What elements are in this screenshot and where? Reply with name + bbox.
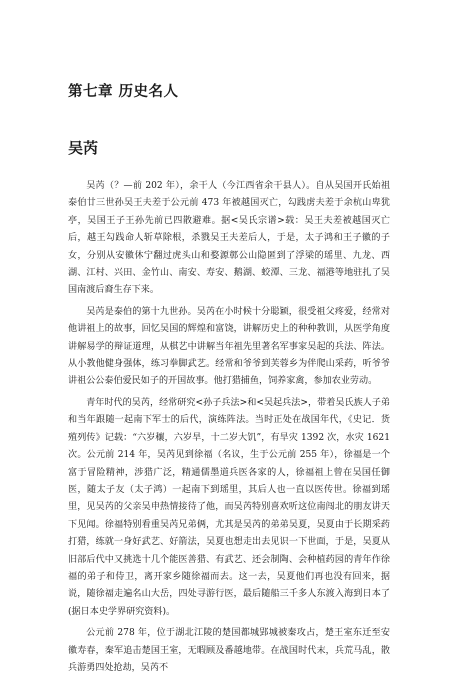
- paragraph: 青年时代的吴芮，经常研究<孙子兵法>和<吴起兵法>，带着吴氏族人子弟和当年跟随一起南下军士的后代，演练阵法。当时正处在战国年代，《史记．货殖列传》记载：“六岁穰，六岁旱，十二岁大饥”，有旱灾 1392 次，水灾 1621 次。公元前 214 年，吴芮见到徐福（名议，生于公元前 255 年），徐福是一个富于冒险精神，涉猎广泛，精通儒墨道兵医各家的人，徐福祖上曾在吴国任御医，随太子友（太子鸿）一起南下到瑶里，其后人也一直以医传世。徐福到瑶里，见吴芮的父亲吴申热情接待了他，而吴芮特别喜欢听这位南闯北的朋友讲天下见闻。徐福特别看重吴芮兄弟俩，尤其是吴芮的弟弟吴夏，吴夏由于长期采药打猎，练就一身好武艺、好箭法，吴夏也想走出去见识一下世面，于是，吴夏从旧部后代中又挑选十几个能医善猎、有武艺、还会制陶、会种植药园的青年作徐福的弟子和侍卫，离开家乡随徐福而去。这一去，吴夏他们再也没有回来，据说，随徐福走遍名山大岳，四处寻游行医，最后随船三千多人东渡入海到日本了(据日本史学界研究资料)。: [68, 397, 390, 617]
- paragraph: 吴芮是泰伯的第十九世孙。吴芮在小时候十分聪颖，很受祖父疼爱，经常对他讲祖上的故事，回忆吴国的辉煌和富饶，讲解历史上的种种教训，从医学角度讲解易学的辩证道理，从棋艺中讲解当年祖先里著名军事家吴起的兵法、阵法。从小教他健身强体，练习拳脚武艺。经常和爷爷到芙蓉乡为伴爬山采药，听爷爷讲祖公公泰伯爱民如子的开国故事。他打猎捕鱼，饲养家禽，参加农业劳动。: [68, 306, 390, 387]
- paragraph: 公元前 278 年，位于湖北江陵的楚国都城郢城被秦攻占，楚王室东迁至安徽寿春，秦军追击楚国王室，无暇顾及番越地带。在战国时代末，兵荒马乱，散兵游勇四处抢劫，吴芮不: [68, 628, 390, 673]
- chapter-title: 第七章 历史名人: [68, 84, 179, 100]
- paragraph: 吴芮（？—前 202 年），余干人（今江西省余干县人）。自从吴国开氏始祖泰伯廿三世孙吴王夫差于公元前 473 年被越国灭亡，勾践虏夫差于余杭山卑犹亭，吴国王子王孙先前已四散避难。据<吴氏宗谱>载：吴王夫差被越国灭亡后，越王勾践命人斩草除根，杀戮吴王夫差后人，于是，太子鸿和王子徽的子女，分别从安徽休宁翻过虎头山和婺源鄣公山隐匿到了浮梁的瑶里、九龙、西湖、江村、兴田、金竹山、南安、寿安、鹅湖、蛟潭、三龙、福港等地驻扎了吴国南渡后裔生存下来。: [68, 181, 390, 296]
- section-title: 吴芮: [68, 139, 99, 157]
- body-text: [68, 178, 390, 681]
